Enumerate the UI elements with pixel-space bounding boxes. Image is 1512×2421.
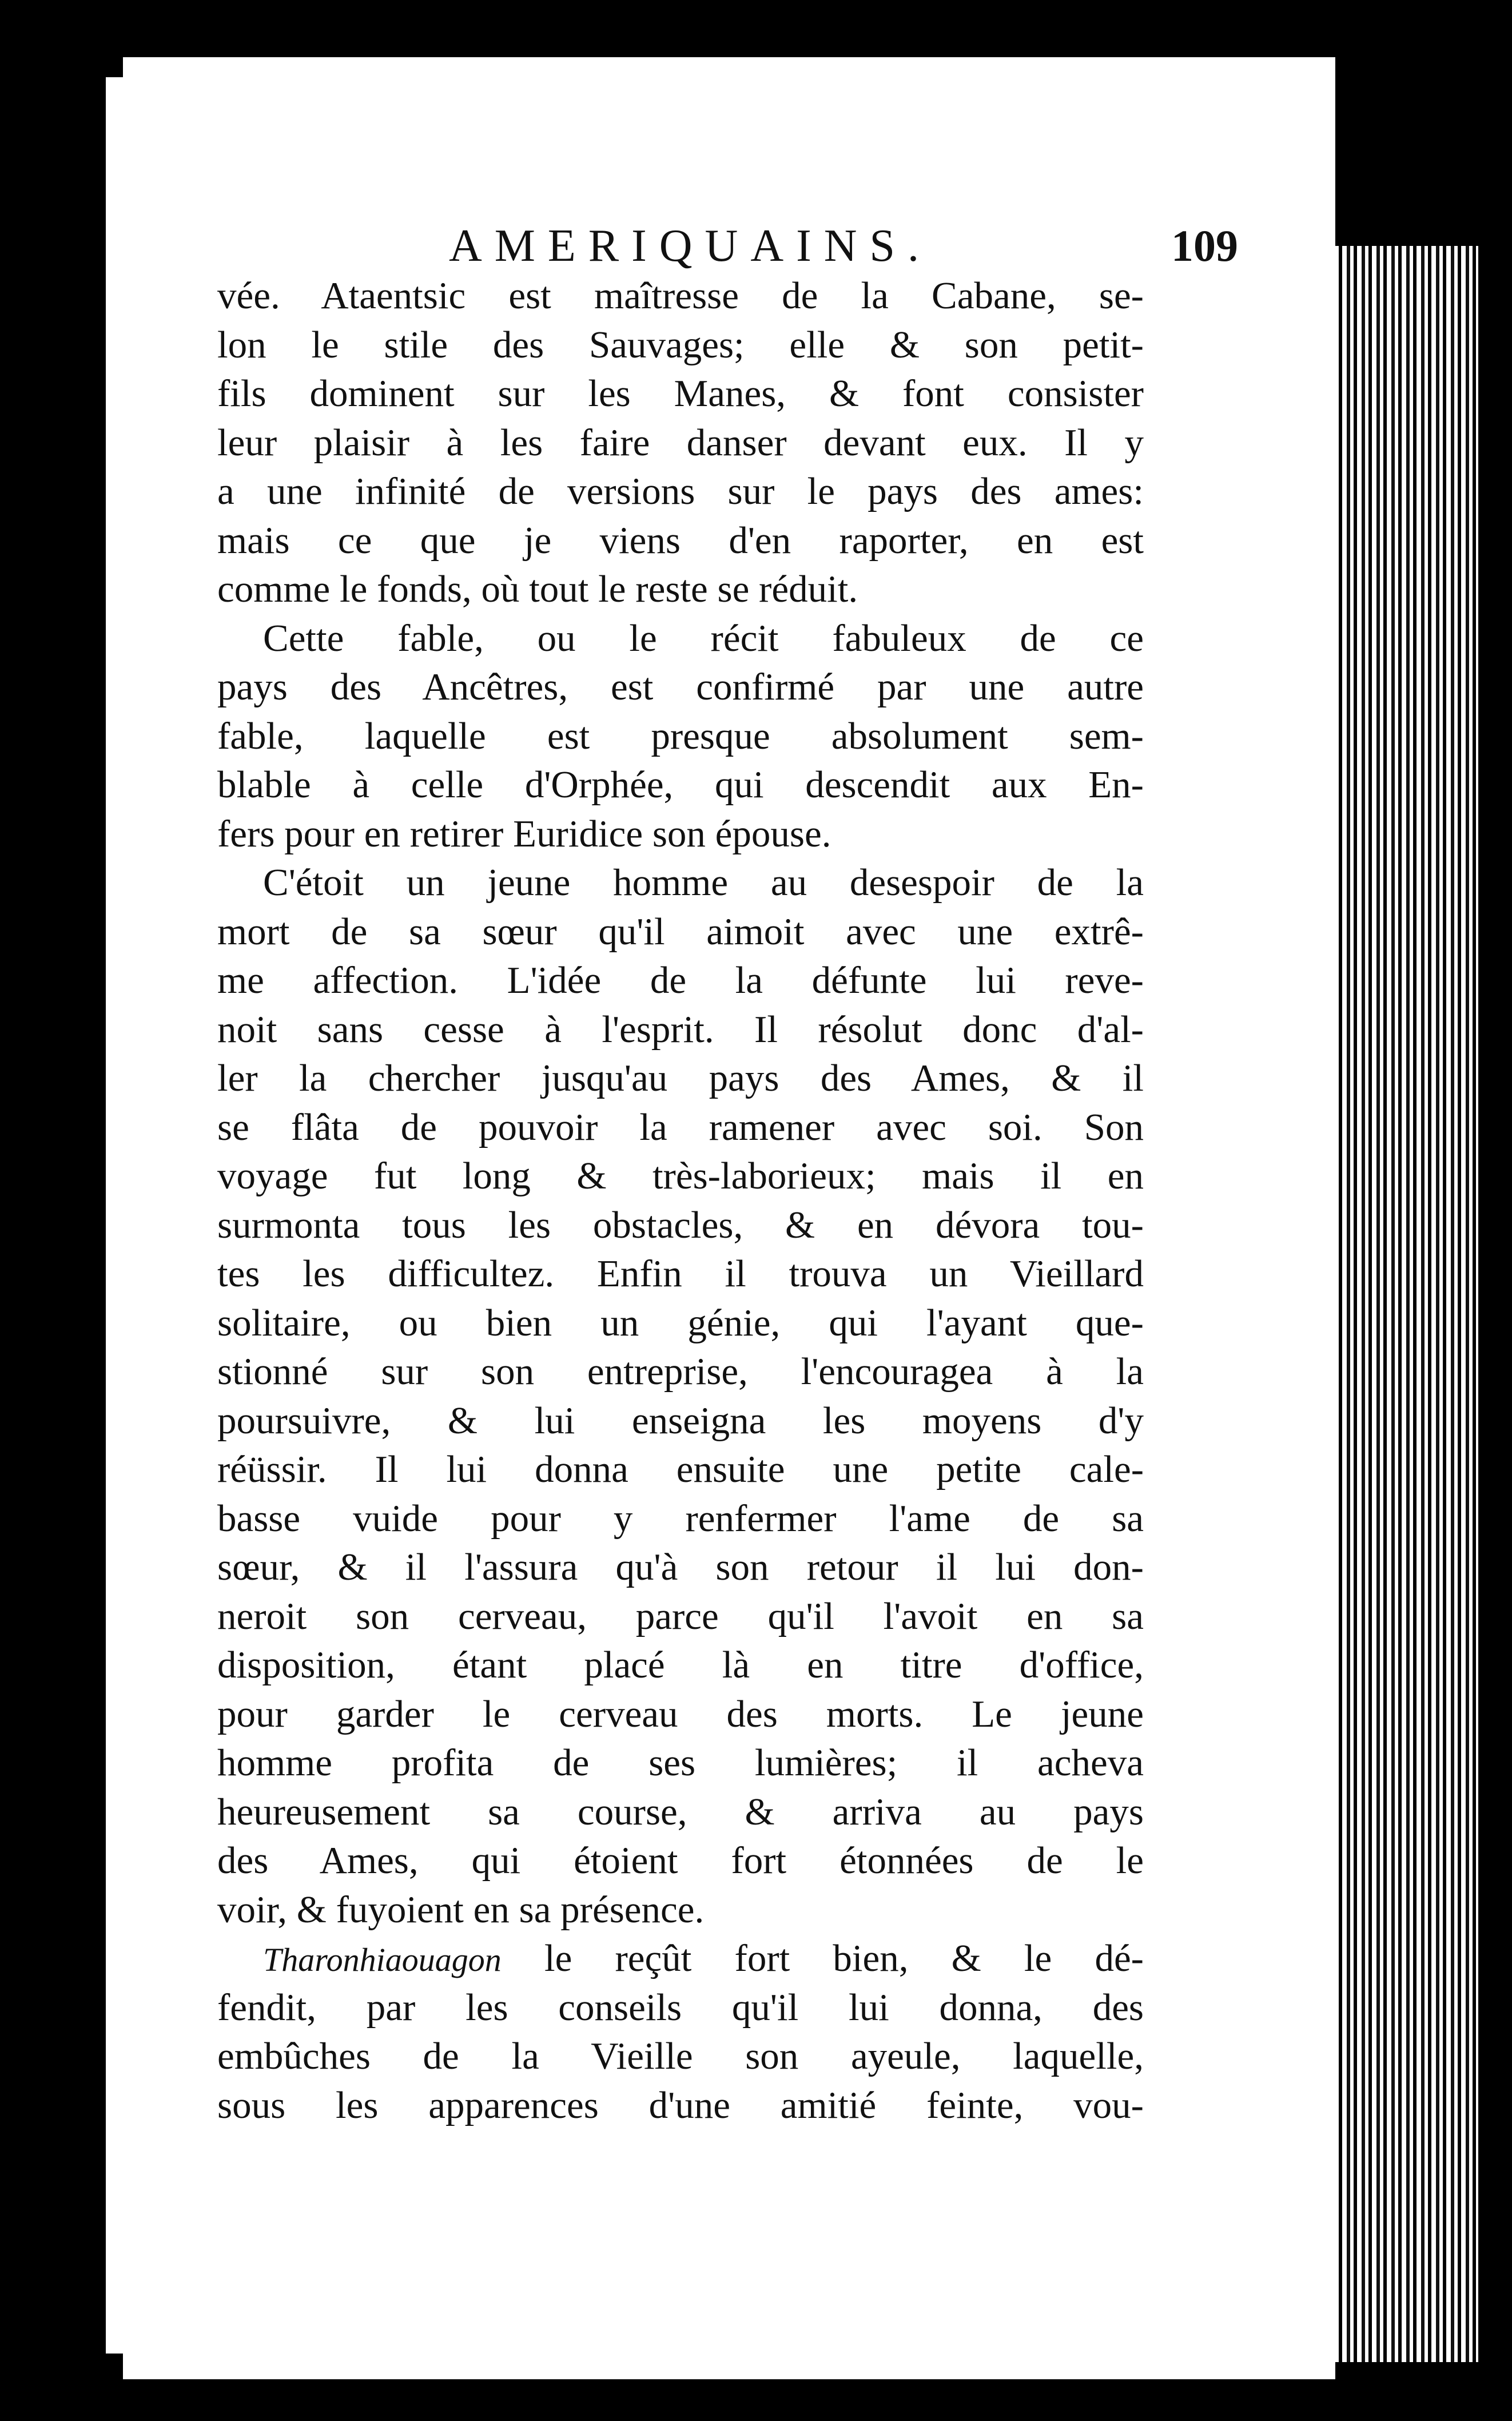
text-line: fable, laquelle est presque absolument sem- [217, 714, 1144, 757]
running-head-title: AMERIQUAINS. [449, 221, 932, 271]
text-line: C'étoit un jeune homme au desespoir de la [263, 861, 1144, 904]
text-line: pour garder le cerveau des morts. Le jeune [217, 1692, 1144, 1735]
text-line: pays des Ancêtres, est confirmé par une autre [217, 666, 1144, 708]
page-edges-right [1335, 246, 1478, 2362]
text-line: blable à celle d'Orphée, qui descendit aux En- [217, 764, 1144, 806]
text-line [217, 1934, 1144, 1983]
text-line: surmonta tous les obstacles, & en dévora tou- [217, 1203, 1144, 1246]
text-line: noit sans cesse à l'esprit. Il résolut donc d'al- [217, 1008, 1144, 1051]
text-line: embûches de la Vieille son ayeule, laquelle, [217, 2035, 1144, 2077]
text-line: des Ames, qui étoient fort étonnées de le [217, 1839, 1144, 1882]
text-line: ler la chercher jusqu'au pays des Ames, & il [217, 1057, 1144, 1099]
text-line: tes les difficultez. Enfin il trouva un Vieillard [217, 1253, 1144, 1295]
text-line: vée. Ataentsic est maîtresse de la Cabane, se- [217, 275, 1144, 317]
text-line: homme profita de ses lumières; il acheva [217, 1742, 1144, 1784]
text-line: se flâta de pouvoir la ramener avec soi. Son [217, 1106, 1144, 1148]
text-line: réüssir. Il lui donna ensuite une petite cale- [217, 1448, 1144, 1490]
character-name: Tharonhiaouagon [263, 1941, 502, 1978]
text-line: voyage fut long & très-laborieux; mais il en [217, 1155, 1144, 1197]
text-line: heureusement sa course, & arriva au pays [217, 1790, 1144, 1833]
text-line: leur plaisir à les faire danser devant eux. Il y [217, 421, 1144, 464]
text-line: sous les apparences d'une amitié feinte, vou- [217, 2084, 1144, 2126]
text-line: neroit son cerveau, parce qu'il l'avoit en sa [217, 1595, 1144, 1637]
text-line: basse vuide pour y renfermer l'ame de sa [217, 1497, 1144, 1540]
text-line: fils dominent sur les Manes, & font consister [217, 372, 1144, 415]
text-line-rest: le reçût fort bien, & le dé- [544, 1937, 1144, 1979]
text-line: mort de sa sœur qu'il aimoit avec une extrê- [217, 910, 1144, 953]
text-line: mais ce que je viens d'en raporter, en est [217, 519, 1144, 562]
text-line: comme le fonds, où tout le reste se réduit. [217, 568, 858, 610]
text-line: poursuivre, & lui enseigna les moyens d'y [217, 1399, 1144, 1442]
text-line: Cette fable, ou le récit fabuleux de ce [263, 617, 1144, 659]
text-line: stionné sur son entreprise, l'encouragea à la [217, 1350, 1144, 1393]
page-edge-left [106, 77, 124, 2354]
body-text [217, 272, 1144, 2130]
text-line: disposition, étant placé là en titre d'office, [217, 1644, 1144, 1686]
text-line: solitaire, ou bien un génie, qui l'ayant que- [217, 1301, 1144, 1344]
text-line: fendit, par les conseils qu'il lui donna, des [217, 1986, 1144, 2029]
text-line: sœur, & il l'assura qu'à son retour il lui don- [217, 1546, 1144, 1588]
page-number: 109 [1171, 221, 1238, 271]
text-line: voir, & fuyoient en sa présence. [217, 1888, 705, 1931]
text-line: a une infinité de versions sur le pays des ames: [217, 470, 1144, 512]
text-line: fers pour en retirer Euridice son épouse. [217, 812, 831, 855]
text-line: me affection. L'idée de la défunte lui reve- [217, 959, 1144, 1001]
text-line: lon le stile des Sauvages; elle & son petit- [217, 323, 1144, 366]
